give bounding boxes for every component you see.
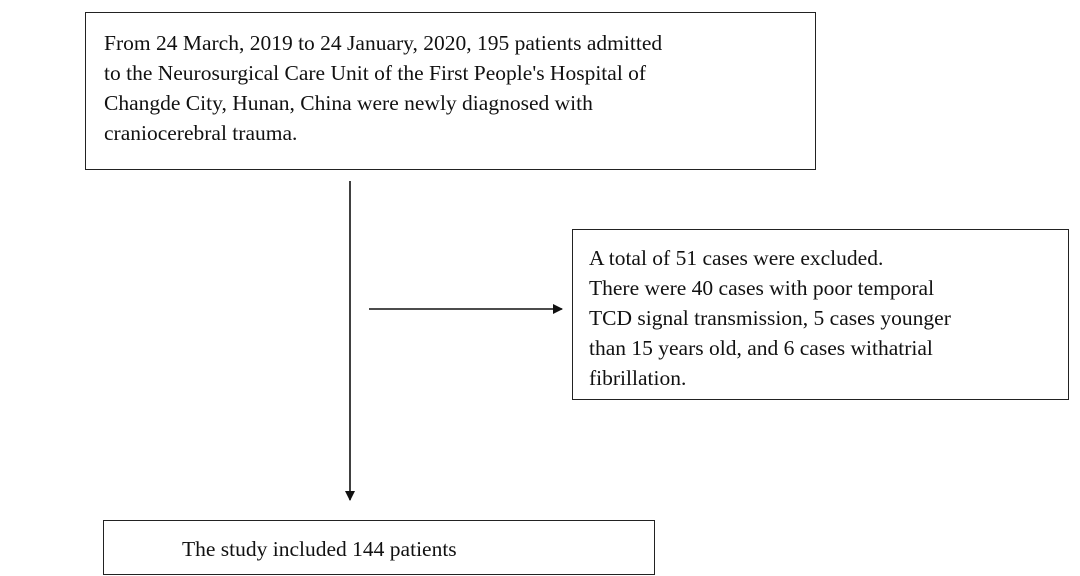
exclusion-line-4: than 15 years old, and 6 cases withatrial <box>589 336 933 360</box>
included-text: The study included 144 patients <box>182 537 457 561</box>
exclusion-line-3: TCD signal transmission, 5 cases younger <box>589 306 951 330</box>
exclusion-line-2: There were 40 cases with poor temporal <box>589 276 935 300</box>
exclusion-line-5: fibrillation. <box>589 366 687 390</box>
enrollment-line-3: Changde City, Hunan, China were newly diagnosed with <box>104 91 593 115</box>
enrollment-box <box>85 12 816 170</box>
enrollment-line-2: to the Neurosurgical Care Unit of the First People's Hospital of <box>104 61 647 85</box>
exclusion-line-1: A total of 51 cases were excluded. <box>589 246 884 270</box>
exclusion-box <box>572 229 1069 400</box>
enrollment-line-4: craniocerebral trauma. <box>104 121 298 145</box>
included-box <box>103 520 655 575</box>
enrollment-line-1: From 24 March, 2019 to 24 January, 2020, 195 patients admitted <box>104 31 663 55</box>
